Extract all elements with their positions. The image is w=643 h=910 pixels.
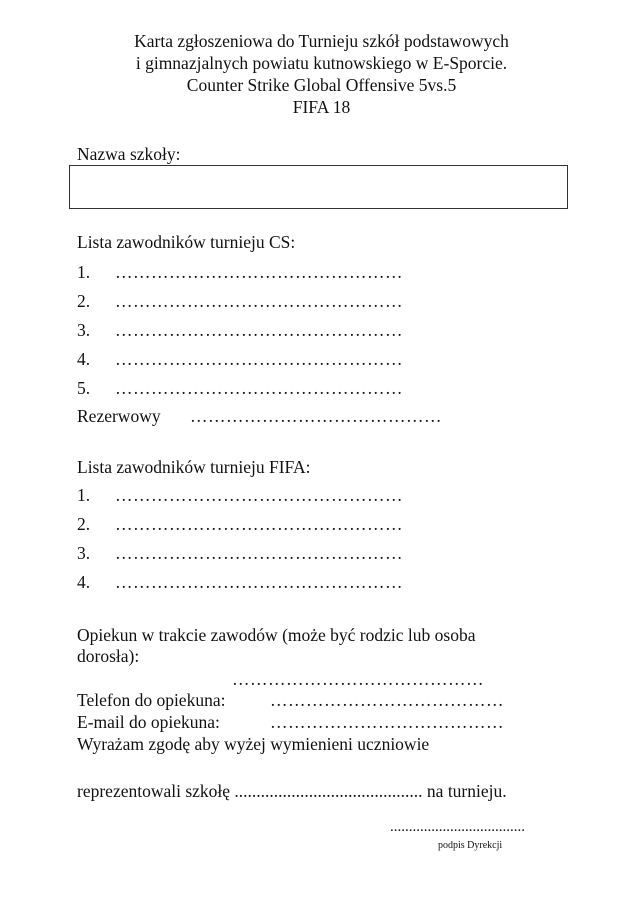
reserve-field[interactable]: …………………………………… xyxy=(190,406,442,426)
header-line-1: Karta zgłoszeniowa do Turnieju szkół podstawowych xyxy=(134,31,509,51)
form-header xyxy=(0,30,643,118)
guardian-phone-field[interactable]: ………………………………… xyxy=(270,690,504,710)
fifa-player-field[interactable]: ………………………………………… xyxy=(115,514,403,534)
fifa-player-number: 4. xyxy=(77,572,91,592)
header-line-4: FIFA 18 xyxy=(292,97,351,117)
guardian-heading-line-2: dorosła): xyxy=(77,646,140,666)
guardian-heading-line-1: Opiekun w trakcie zawodów (może być rodzic lub osoba xyxy=(77,625,476,645)
cs-list-heading: Lista zawodników turnieju CS: xyxy=(77,232,296,252)
signature-field[interactable]: .................................... xyxy=(390,819,525,835)
consent-line-1: Wyrażam zgodę aby wyżej wymienieni uczniowie xyxy=(77,734,430,754)
cs-player-number: 5. xyxy=(77,378,91,398)
reserve-label: Rezerwowy xyxy=(77,406,161,426)
fifa-player-number: 3. xyxy=(77,543,91,563)
fifa-list-heading: Lista zawodników turnieju FIFA: xyxy=(77,457,311,477)
cs-player-number: 3. xyxy=(77,320,91,340)
cs-player-field[interactable]: ………………………………………… xyxy=(115,349,403,369)
cs-player-number: 4. xyxy=(77,349,91,369)
guardian-email-label: E-mail do opiekuna: xyxy=(77,712,220,732)
header-line-2: i gimnazjalnych powiatu kutnowskiego w E-Sporcie. xyxy=(135,53,508,73)
fifa-player-number: 2. xyxy=(77,514,91,534)
fifa-player-field[interactable]: ………………………………………… xyxy=(115,485,403,505)
cs-player-number: 1. xyxy=(77,262,91,282)
cs-player-number: 2. xyxy=(77,291,91,311)
school-name-label: Nazwa szkoły: xyxy=(77,144,181,164)
fifa-player-field[interactable]: ………………………………………… xyxy=(115,572,403,592)
cs-player-field[interactable]: ………………………………………… xyxy=(115,262,403,282)
fifa-player-field[interactable]: ………………………………………… xyxy=(115,543,403,563)
cs-player-field[interactable]: ………………………………………… xyxy=(115,378,403,398)
guardian-phone-label: Telefon do opiekuna: xyxy=(77,690,226,710)
guardian-email-field[interactable]: ………………………………… xyxy=(270,712,504,732)
cs-player-field[interactable]: ………………………………………… xyxy=(115,320,403,340)
header-line-3: Counter Strike Global Offensive 5vs.5 xyxy=(186,75,457,95)
consent-line-2: reprezentowali szkołę ........................................... na turnieju. xyxy=(77,781,507,801)
cs-player-field[interactable]: ………………………………………… xyxy=(115,291,403,311)
guardian-name-field[interactable]: …………………………………… xyxy=(232,669,484,689)
school-name-field[interactable] xyxy=(69,165,568,209)
signature-label: podpis Dyrekcji xyxy=(438,840,503,851)
fifa-player-number: 1. xyxy=(77,485,91,505)
